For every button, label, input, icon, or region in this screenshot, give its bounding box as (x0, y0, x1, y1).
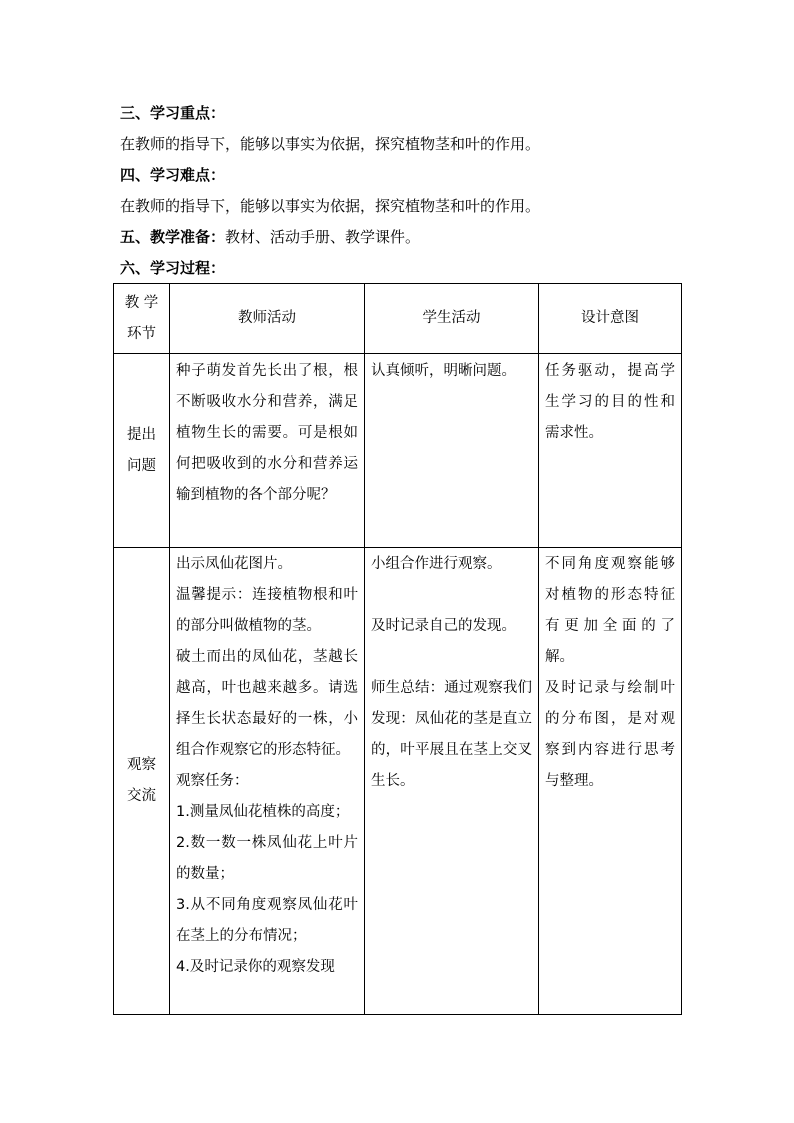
row2-teacher-p3: 破土而出的凤仙花，茎越长越高，叶也越来越多。请选择生长状态最好的一株，小组合作观察它的形态特征。 (176, 649, 358, 758)
row2-teacher-p5: 1.测量凤仙花植株的高度； (176, 804, 350, 820)
difficulty-text: 在教师的指导下，能够以事实为依据，探究植物茎和叶的作用。 (120, 197, 541, 215)
header-design: 设计意图 (539, 284, 682, 354)
spacer (371, 580, 532, 611)
focus-text: 在教师的指导下，能够以事实为依据，探究植物茎和叶的作用。 (120, 135, 541, 153)
table-row (114, 354, 682, 548)
row1-design: 任务驱动，提高学生学习的目的性和需求性。 (539, 354, 682, 548)
row2-stage-line1: 观察 (127, 757, 156, 773)
row2-student-p1: 小组合作进行观察。 (371, 556, 502, 572)
row1-teacher: 种子萌发首先长出了根，根不断吸收水分和营养，满足植物生长的需要。可是根如何把吸收到的水分和营养运输到植物的各个部分呢？ (170, 354, 365, 548)
row2-teacher-p7: 3.从不同角度观察凤仙花叶在茎上的分布情况； (176, 897, 358, 944)
row2-teacher-p6: 2.数一数一株凤仙花上叶片的数量； (176, 835, 358, 882)
row2-student-p2: 及时记录自己的发现。 (371, 618, 516, 634)
row2-design-p2: 及时记录与绘制叶的分布图，是对观察到内容进行思考与整理。 (545, 680, 675, 789)
header-stage-line1: 教 学 (124, 294, 159, 311)
header-stage-line2: 环节 (127, 325, 156, 342)
preparation-line (120, 227, 420, 247)
lesson-process-table (113, 283, 682, 1015)
difficulty-heading: 四、学习难点： (120, 166, 226, 184)
row1-student: 认真倾听，明晰问题。 (365, 354, 539, 548)
header-stage (114, 284, 170, 354)
row2-teacher (170, 548, 365, 1015)
spacer (371, 642, 532, 673)
header-teacher: 教师活动 (170, 284, 365, 354)
row2-stage-line2: 交流 (127, 788, 156, 804)
preparation-heading: 五、教学准备： (120, 228, 226, 246)
process-heading: 六、学习过程： (120, 259, 226, 277)
table-header-row (114, 284, 682, 354)
row2-design-p1: 不同角度观察能够对植物的形态特征有更加全面的了解。 (545, 556, 675, 665)
row2-student (365, 548, 539, 1015)
row2-teacher-p8: 4.及时记录你的观察发现 (176, 959, 335, 975)
row2-student-p3: 师生总结：通过观察我们发现：凤仙花的茎是直立的，叶平展且在茎上交叉生长。 (371, 680, 532, 789)
header-student: 学生活动 (365, 284, 539, 354)
row1-stage-line2: 问题 (127, 457, 156, 474)
focus-heading: 三、学习重点： (120, 104, 226, 122)
row2-stage (114, 548, 170, 1015)
row2-teacher-p4: 观察任务： (176, 773, 249, 789)
preparation-text: 教材、活动手册、教学课件。 (225, 228, 421, 246)
table-row (114, 548, 682, 1015)
row1-stage-line1: 提出 (127, 426, 156, 443)
row2-teacher-p2: 温馨提示：连接植物根和叶的部分叫做植物的茎。 (176, 587, 358, 634)
row2-design (539, 548, 682, 1015)
row2-teacher-p1: 出示凤仙花图片。 (176, 556, 292, 572)
row1-stage (114, 354, 170, 548)
